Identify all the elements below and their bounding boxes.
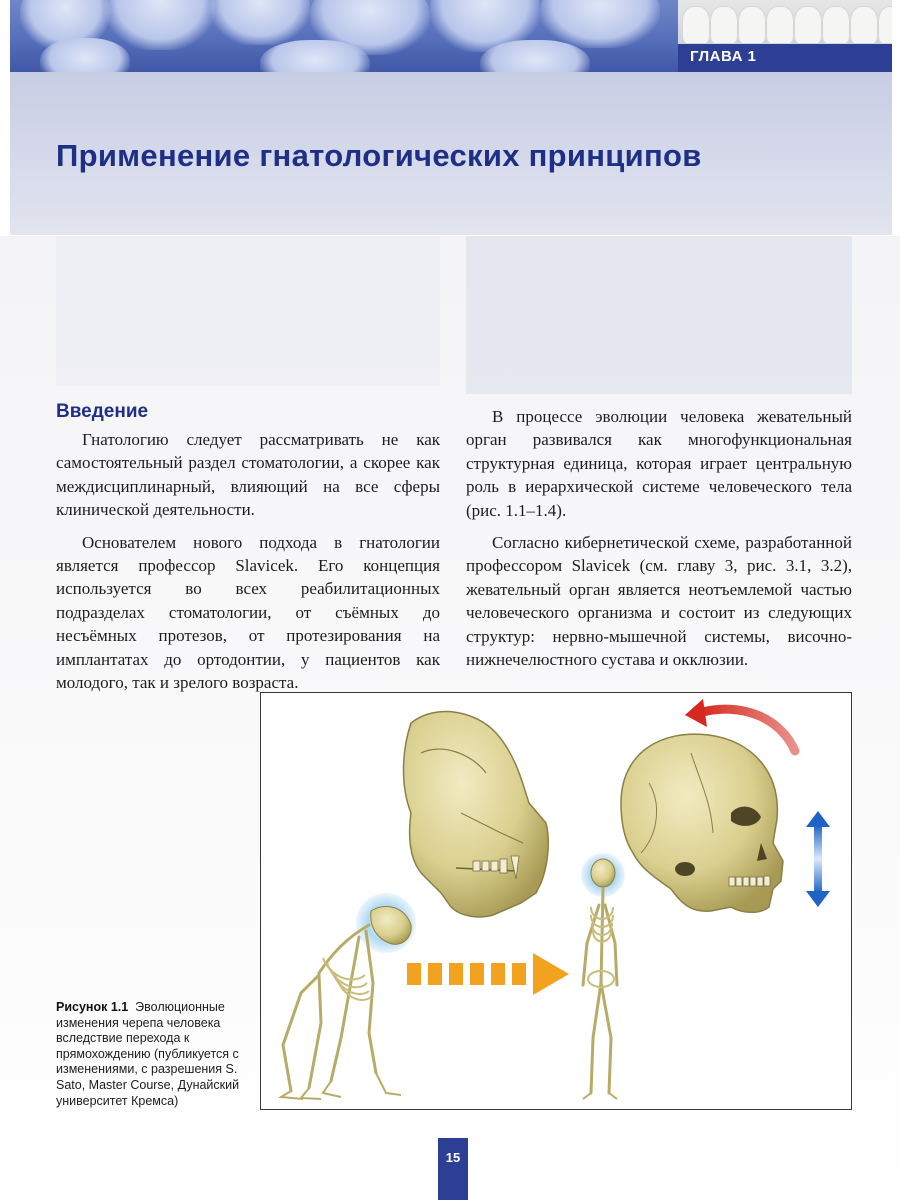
page-number-tab [438, 1138, 468, 1200]
ghost-panel [466, 236, 852, 394]
figure-evolution [260, 692, 852, 1110]
human-skull [621, 734, 783, 912]
teeth-photo [678, 0, 892, 44]
paragraph: Гнатологию следует рассматривать не как самостоятельный раздел стоматологии, а скорее как междисциплинарный, влияющий на все сферы клинической деятельности. [56, 430, 440, 520]
page-number: 15 [445, 1150, 461, 1165]
ghost-panel [56, 236, 440, 386]
chapter-tab [678, 44, 892, 72]
human-skeleton [581, 853, 625, 1099]
ape-skeleton [281, 893, 416, 1099]
caption-text: Эволюционные изменения черепа человека вследствие перехода к прямохождению (публикуется с изменениями, с разрешения S. Sato, Master Course, Дунайский университет Кремса) [56, 1000, 240, 1108]
paragraph: Согласно кибернетической схеме, разработанной профессором Slavicek (см. главу 3, рис. 3.1, 3.2), жевательный орган является неотъемлемой частью человеческого организма и состоит из следующих структур: нервно-мышечной системы, височно-нижнечелюстного сустава и окклюзии. [466, 533, 852, 670]
paragraph: В процессе эволюции человека жевательный орган развивался как многофункциональная структурная единица, которая играет центральную роль в иерархической системе человеческого тела (рис. 1.1–1.4). [466, 407, 852, 520]
section-heading: Введение [56, 401, 149, 422]
evolution-arrow [407, 953, 569, 995]
header-banner [10, 0, 892, 72]
chapter-label: ГЛАВА 1 [690, 48, 757, 65]
left-column [56, 428, 440, 694]
page-title: Применение гнатологических принципов [56, 138, 702, 173]
right-column [466, 405, 852, 671]
figure-caption [56, 1000, 246, 1109]
evolution-illustration [261, 693, 851, 1109]
paragraph: Основателем нового подхода в гнатологии является профессор Slavicek. Его концепция используется во всех реабилитационных подразделах стоматологии, от съёмных до несъёмных протезов, от протезирования на имплантатах до ортодонтии, у пациентов как молодого, так и зрелого возраста. [56, 532, 440, 693]
ape-skull [404, 712, 549, 917]
vertical-double-arrow [806, 811, 830, 907]
figure-label: Рисунок 1.1 [56, 1000, 129, 1014]
